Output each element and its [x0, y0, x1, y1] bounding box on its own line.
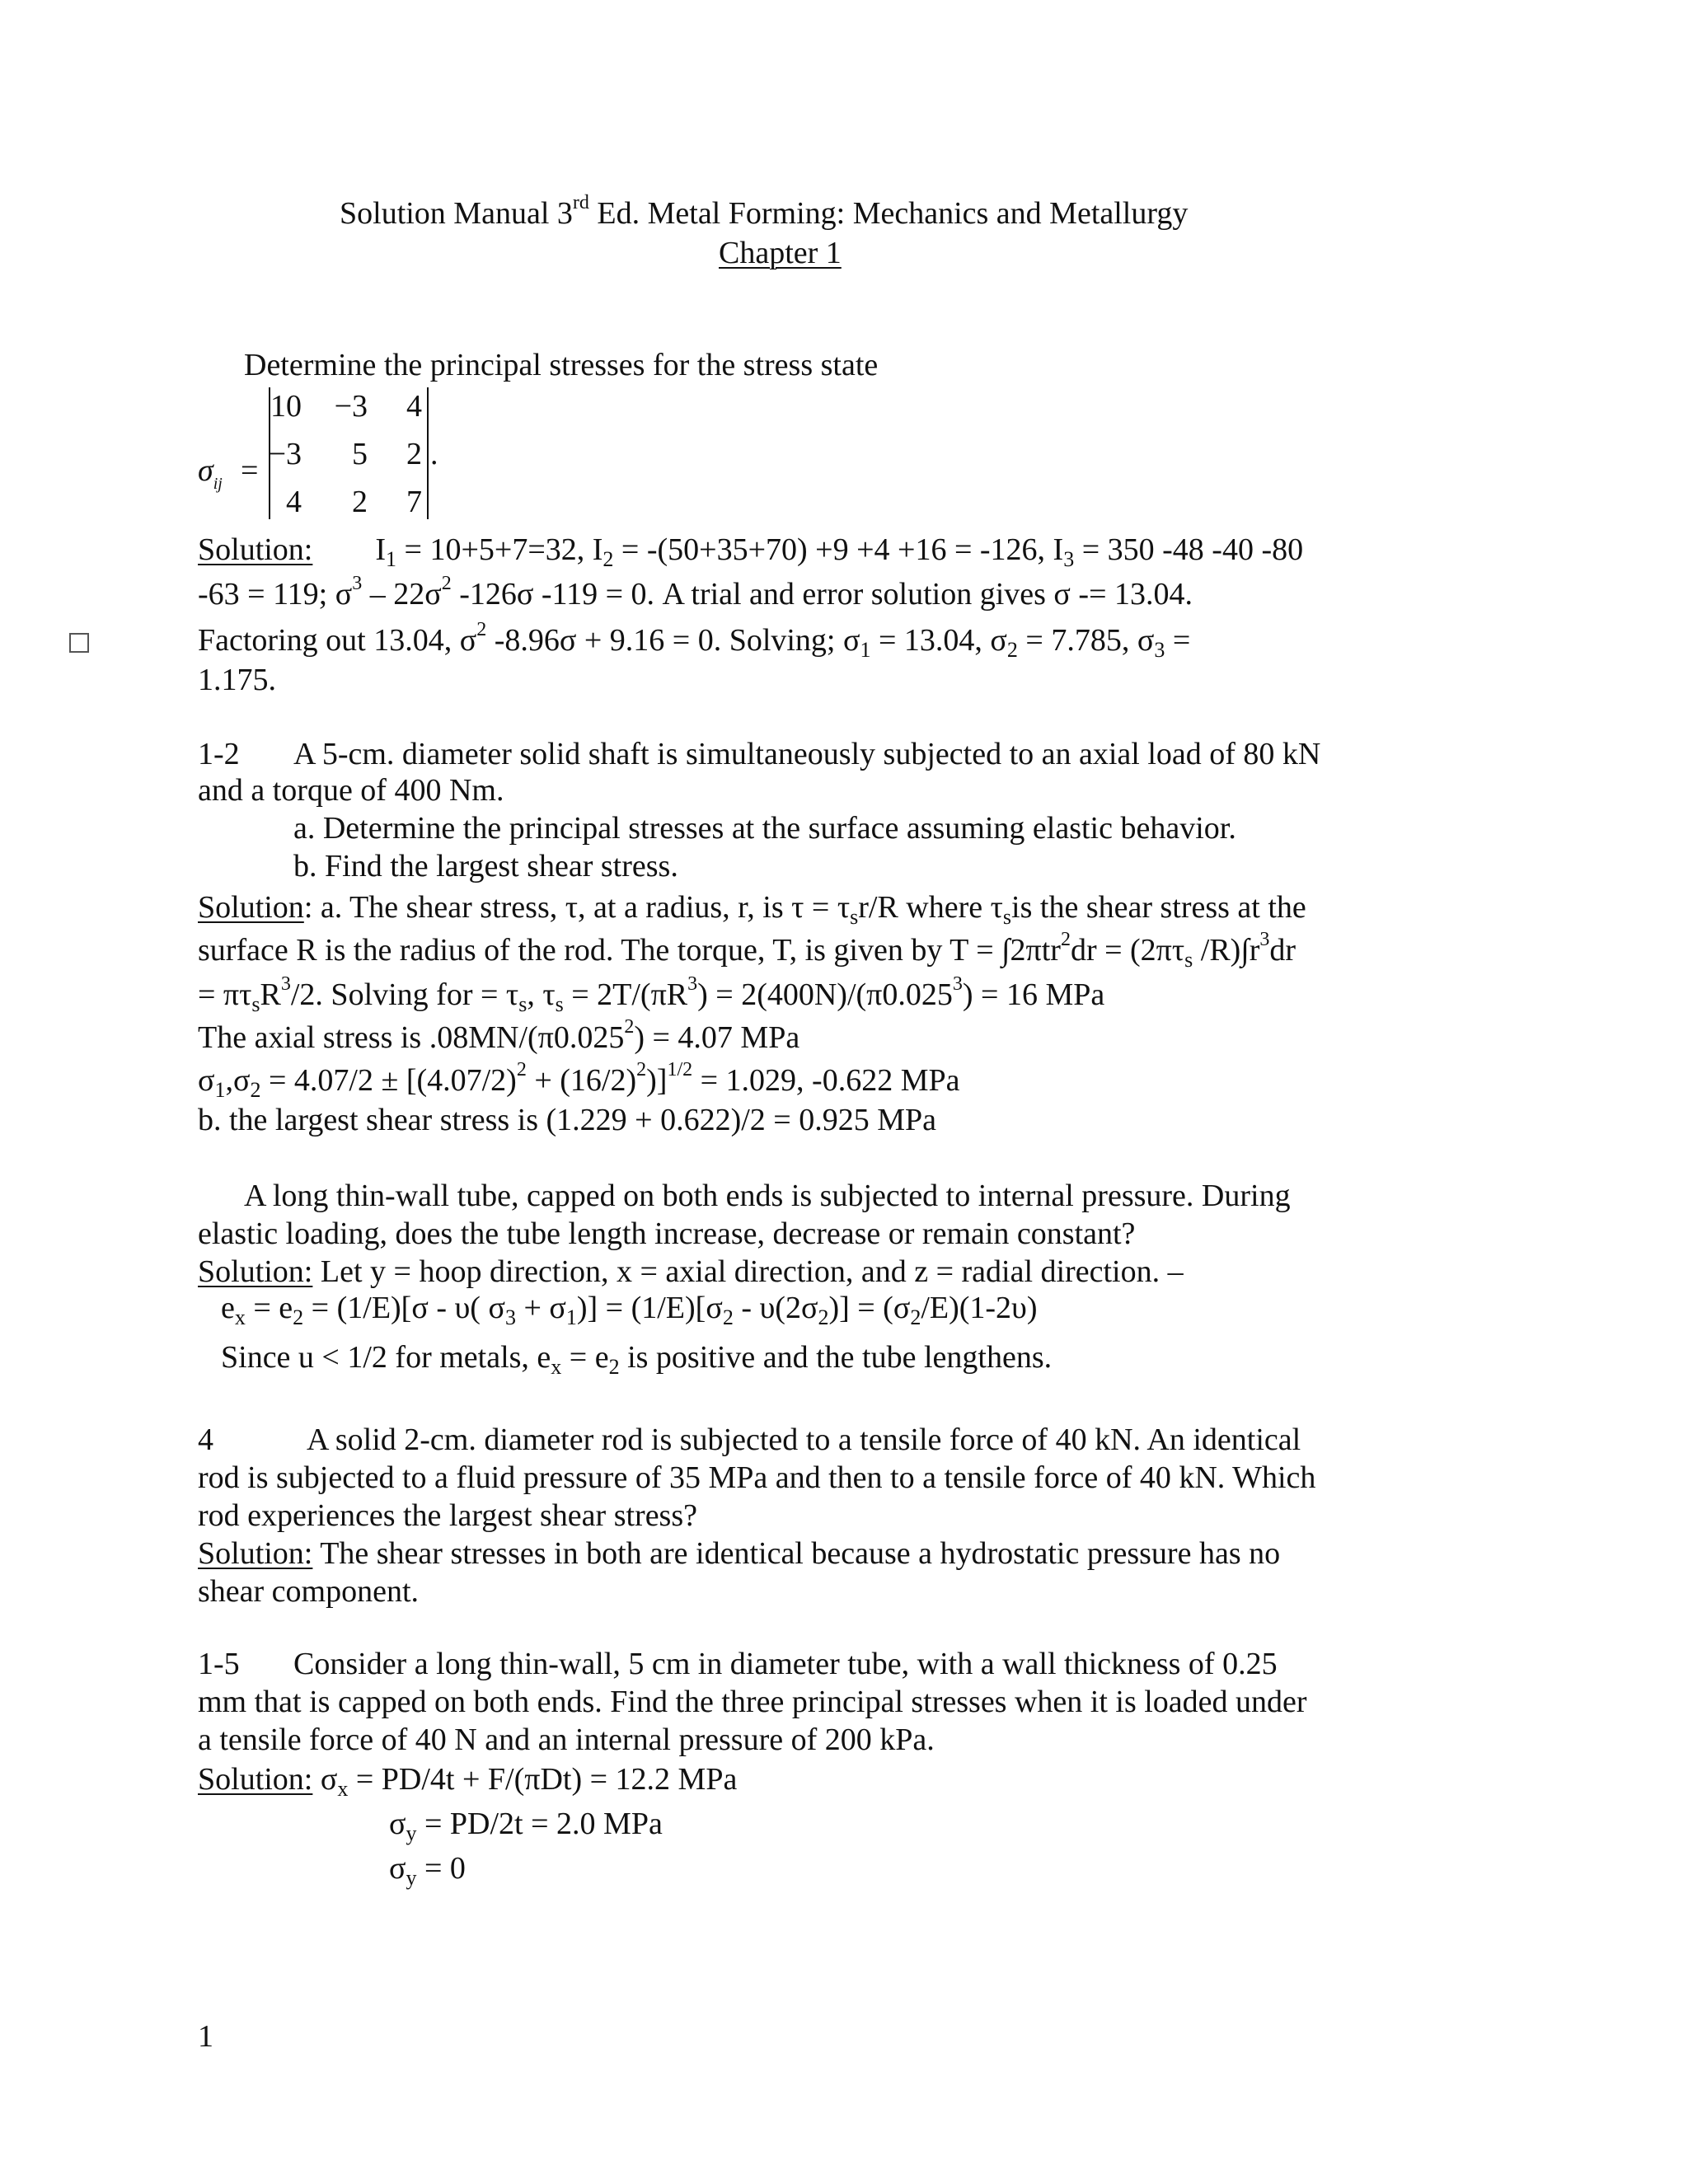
problem-3-solution-line-3: Since u < 1/2 for metals, $e_x = e_2$ is positive and the tube lengthens. — [221, 1340, 1053, 1379]
problem-4-solution-line-2: shear component. — [198, 1574, 420, 1609]
page-number: 1 — [198, 2019, 213, 2054]
problem-2-line-1: A 5-cm. diameter solid shaft is simultaneously subjected to an axial load of 80 kN — [293, 737, 1321, 771]
matrix-right-bar — [427, 387, 429, 519]
problem-1-solution-line-1: Solution: $I_1 = 10+5+7=32$, $I_2 = -(50+35+70) +9 +4 +16 = -126$, $I_3 = 350$ -48 -40 -80 — [198, 532, 1304, 571]
problem-5-solution-line-3: $\sigma_y = 0$ — [389, 1851, 466, 1890]
margin-checkbox[interactable] — [69, 633, 89, 653]
problem-2-solution-line-5: $\sigma_1,\sigma_2 = 4.07/2 \pm [(4.07/2)^2 + (16/2)^2)]^{1/2} = 1.029$, -0.622 MPa — [198, 1059, 960, 1102]
matrix-cell: −3 — [268, 437, 302, 471]
matrix-cell: 10 — [270, 389, 302, 424]
problem-1-prompt: Determine the principal stresses for the stress state — [244, 348, 879, 382]
problem-5-solution-line-1: Solution: $\sigma_x = PD/4t + F/(\pi Dt) = 12.2$ MPa — [198, 1762, 738, 1801]
problem-5-line-2: mm that is capped on both ends. Find the three principal stresses when it is loaded under — [198, 1685, 1307, 1719]
problem-2-solution-line-4: The axial stress is $.08MN/(\pi 0.025^2) = 4.07$ MPa — [198, 1016, 800, 1055]
problem-1-solution-line-3: Factoring out 13.04, $\sigma^2$ -8.96σ + 9.16 = 0. Solving; $\sigma_1 = 13.04$, $\sigma_2 = 7.785$, $\sigma_3$ = — [198, 619, 1191, 662]
document-title: Solution Manual 3rd Ed. Metal Forming: Mechanics and Metallurgy — [340, 192, 1189, 231]
problem-4-line-2: rod is subjected to a fluid pressure of 35 MPa and then to a tensile force of 40 kN. Which — [198, 1460, 1316, 1495]
problem-2-number: 1-2 — [198, 737, 240, 771]
matrix-cell: 2 — [352, 485, 368, 519]
problem-5-line-3: a tensile force of 40 N and an internal pressure of 200 kPa. — [198, 1722, 935, 1757]
problem-4-number: 4 — [198, 1422, 213, 1457]
matrix-equals: = — [241, 453, 259, 488]
problem-3-solution-line-2: $e_x = e_2 = (1/E)[\sigma - \upsilon$( $\sigma_3 + \sigma_1)] = (1/E)[\sigma_2 - \upsilon(2\sigma_2)] = (\sigma_2/E)(1-2\upsilon)$ — [221, 1291, 1038, 1329]
matrix-cell: 2 — [406, 437, 422, 471]
problem-5-line-1: Consider a long thin-wall, 5 cm in diameter tube, with a wall thickness of 0.25 — [293, 1647, 1278, 1681]
problem-5-solution-line-2: $\sigma_y = PD/2t = 2.0$ MPa — [389, 1807, 663, 1845]
problem-1-solution-line-4: 1.175. — [198, 663, 276, 697]
problem-4-line-3: rod experiences the largest shear stress? — [198, 1498, 697, 1533]
problem-3-line-1: A long thin-wall tube, capped on both ends is subjected to internal pressure. During — [244, 1179, 1291, 1213]
matrix-cell: −3 — [334, 389, 368, 424]
problem-2-part-a: a. Determine the principal stresses at the surface assuming elastic behavior. — [293, 811, 1236, 846]
matrix-cell: 5 — [352, 437, 368, 471]
problem-2-part-b: b. Find the largest shear stress. — [293, 849, 678, 883]
problem-2-solution-line-3: = $\pi\tau_sR^3/2$. Solving for = $\tau_s$, $\tau_s = 2T/(\pi R^3) = 2(400N)/(\pi 0.025^3) = 16$ MPa — [198, 973, 1105, 1016]
matrix-cell: 7 — [406, 485, 422, 519]
matrix-cell: 4 — [406, 389, 422, 424]
chapter-heading: Chapter 1 — [719, 236, 842, 270]
sigma-symbol: σ — [198, 453, 213, 488]
problem-2-line-2: and a torque of 400 Nm. — [198, 773, 504, 808]
problem-1-solution-line-2: -63 = 119; $\sigma^3 - 22\sigma^2$ -126σ -119 = 0. A trial and error solution gives σ -= 13.04. — [198, 573, 1193, 612]
problem-4-line-1: A solid 2-cm. diameter rod is subjected to a tensile force of 40 kN. An identical — [307, 1422, 1301, 1457]
problem-3-line-2: elastic loading, does the tube length increase, decrease or remain constant? — [198, 1216, 1136, 1251]
problem-3-solution-line-1: Solution: Let y = hoop direction, x = axial direction, and z = radial direction. – — [198, 1254, 1184, 1289]
problem-5-number: 1-5 — [198, 1647, 240, 1681]
matrix-cell: 4 — [286, 485, 302, 519]
problem-2-solution-line-2: surface R is the radius of the rod. The torque, T, is given by $T = \int 2\pi tr^2dr = (2\pi\tau_s$ $/R)\int r^3dr$ — [198, 929, 1296, 972]
problem-2-solution-line-1: Solution: a. The shear stress, τ, at a radius, r, is $\tau = \tau_sr/R$ where $\tau_sis$ the shear stress at the — [198, 890, 1306, 929]
problem-4-solution-line-1: Solution: The shear stresses in both are identical because a hydrostatic pressure has no — [198, 1536, 1281, 1571]
problem-2-solution-line-6: b. the largest shear stress is (1.229 + 0.622)/2 = 0.925 MPa — [198, 1103, 937, 1137]
